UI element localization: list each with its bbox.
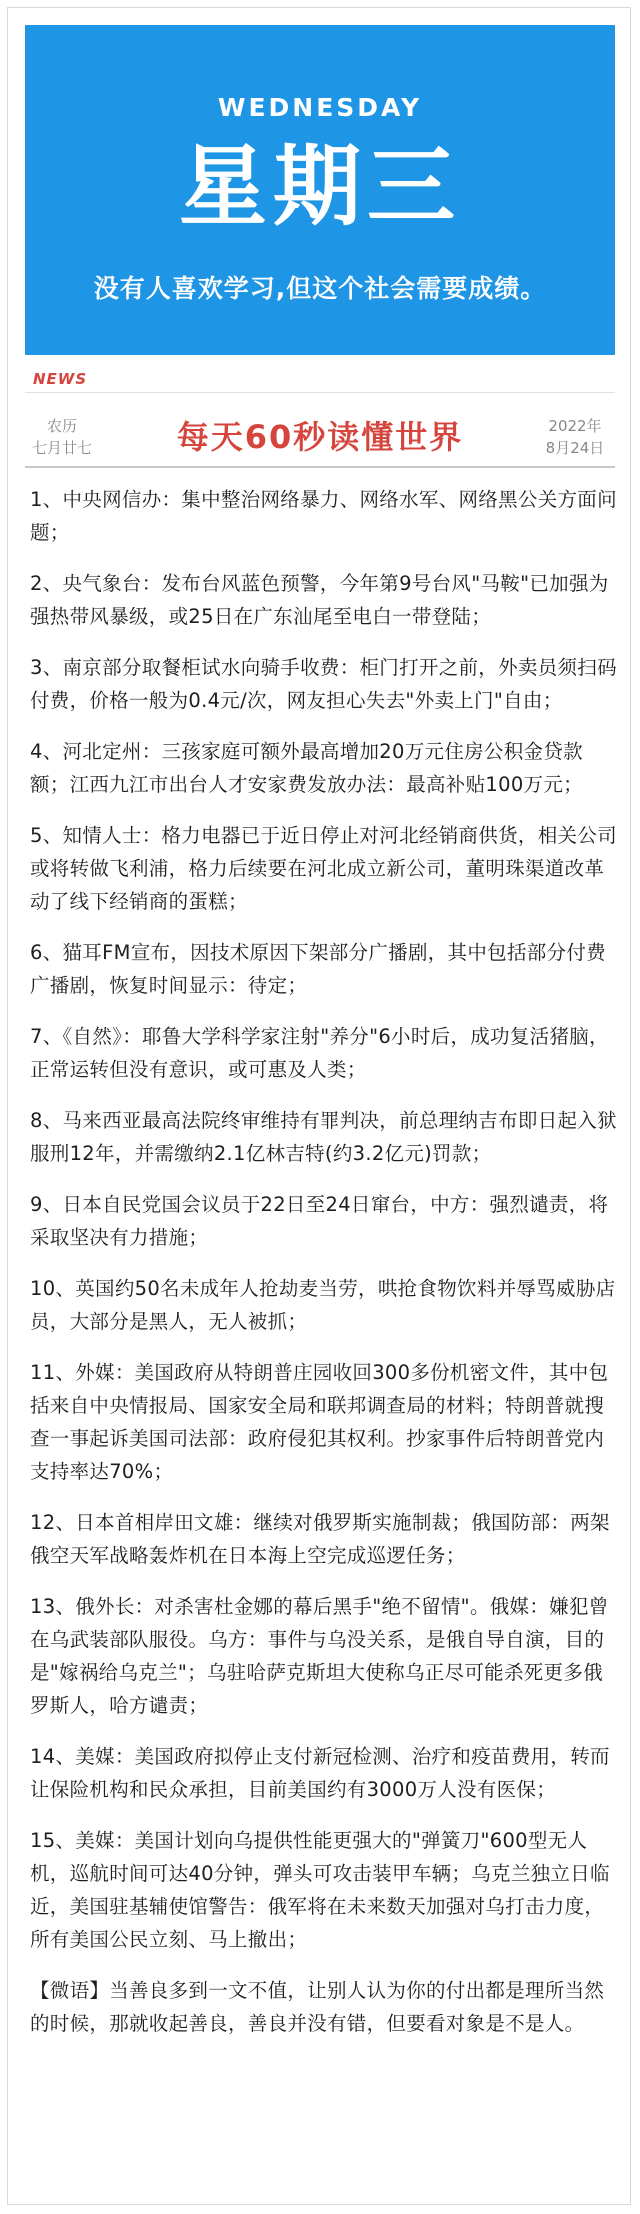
- news-item: 8、马来西亚最高法院终审维持有罪判决，前总理纳吉布即日起入狱服刑12年，并需缴纳2.1亿林吉特(约3.2亿元)罚款；: [30, 1109, 617, 1165]
- weekday-english: WEDNESDAY: [217, 93, 423, 122]
- news-item: 7、《自然》：耶鲁大学科学家注射"养分"6小时后，成功复活猪脑，正常运转但没有意识，或可惠及人类；: [30, 1025, 609, 1081]
- header-divider-bottom: [25, 466, 615, 468]
- date-banner: [25, 25, 615, 355]
- news-item: 1、中央网信办：集中整治网络暴力、网络水军、网络黑公关方面问题；: [30, 488, 617, 544]
- news-item: 15、美媒：美国计划向乌提供性能更强大的"弹簧刀"600型无人机，巡航时间可达40分钟，弹头可攻击装甲车辆；乌克兰独立日临近，美国驻基辅使馆警告：俄军将在未来数天加强对乌打击力度，所有美国公民立刻、马上撤出；: [30, 1829, 610, 1951]
- news-item: 14、美媒：美国政府拟停止支付新冠检测、治疗和疫苗费用，转而让保险机构和民众承担，目前美国约有3000万人没有医保；: [30, 1745, 610, 1801]
- news-item: 6、猫耳FM宣布，因技术原因下架部分广播剧，其中包括部分付费广播剧，恢复时间显示：待定；: [30, 941, 606, 997]
- lunar-label: 农历: [46, 417, 77, 435]
- news-item: 5、知情人士：格力电器已于近日停止对河北经销商供货，相关公司或将转做飞利浦，格力后续要在河北成立新公司，董明珠渠道改革动了线下经销商的蛋糕；: [30, 824, 617, 913]
- lunar-date: 七月廿七: [32, 439, 93, 457]
- news-list: [30, 483, 618, 2040]
- weekday-chinese: 星期三: [178, 135, 461, 238]
- banner-slogan: 没有人喜欢学习,但这个社会需要成绩。: [93, 274, 547, 303]
- news-item: 3、南京部分取餐柜试水向骑手收费：柜门打开之前，外卖员须扫码付费，价格一般为0.4元/次，网友担心失去"外卖上门"自由；: [30, 656, 617, 712]
- gregorian-date-block: [540, 415, 610, 459]
- news-tag: NEWS: [33, 370, 88, 388]
- news-item: 9、日本自民党国会议员于22日至24日窜台，中方：强烈谴责，将采取坚决有力措施；: [30, 1193, 609, 1249]
- page-title: 每天60秒读懂世界: [176, 418, 464, 456]
- gregorian-year: 2022年: [548, 417, 602, 435]
- news-item: 11、外媒：美国政府从特朗普庄园收回300多份机密文件，其中包括来自中央情报局、国家安全局和联邦调查局的材料；特朗普就搜查一事起诉美国司法部：政府侵犯其权利。抄家事件后特朗普党内支持率达70%；: [30, 1361, 609, 1483]
- news-item: 10、英国约50名未成年人抢劫麦当劳，哄抢食物饮料并辱骂威胁店员，大部分是黑人，无人被抓；: [30, 1277, 616, 1333]
- news-item: 13、俄外长：对杀害杜金娜的幕后黑手"绝不留情"。俄媒：嫌犯曾在乌武装部队服役。乌方：事件与乌没关系，是俄自导自演，目的是"嫁祸给乌克兰"；乌驻哈萨克斯坦大使称乌正尽可能杀死更多俄罗斯人，哈方谴责；: [30, 1595, 609, 1717]
- gregorian-date: 8月24日: [545, 439, 605, 457]
- news-item: 4、河北定州：三孩家庭可额外最高增加20万元住房公积金贷款额；江西九江市出台人才安家费发放办法：最高补贴100万元；: [30, 740, 583, 796]
- header-divider-top: [25, 392, 615, 393]
- news-item: 2、央气象台：发布台风蓝色预警，今年第9号台风"马鞍"已加强为强热带风暴级，或25日在广东汕尾至电白一带登陆；: [30, 572, 609, 628]
- news-item: 12、日本首相岸田文雄：继续对俄罗斯实施制裁；俄国防部：两架俄空天军战略轰炸机在日本海上空完成巡逻任务；: [30, 1511, 610, 1567]
- closing-quote: 【微语】当善良多到一文不值，让别人认为你的付出都是理所当然的时候，那就收起善良，善良并没有错，但要看对象是不是人。: [30, 1979, 605, 2035]
